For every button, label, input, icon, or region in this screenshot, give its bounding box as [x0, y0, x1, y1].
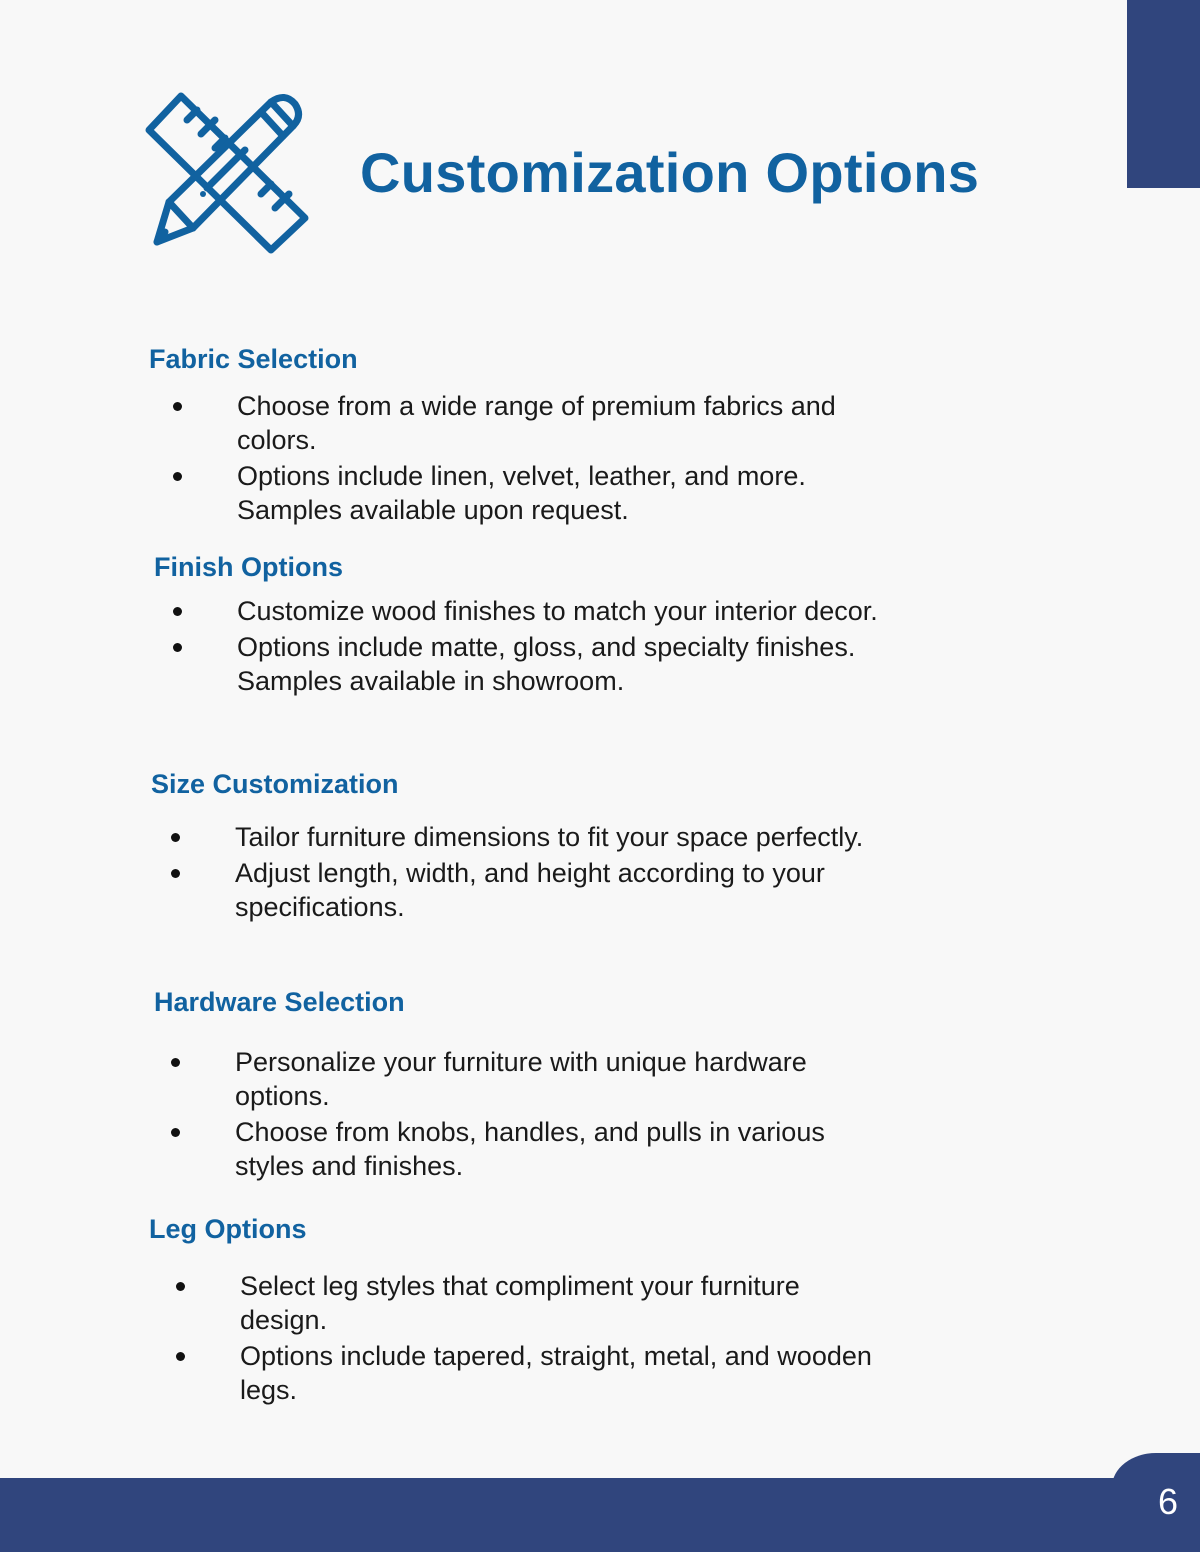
bullet-icon — [173, 607, 182, 616]
list-item: Options include tapered, straight, metal, and wooden legs. — [0, 1339, 1200, 1407]
footer-bar — [0, 1478, 1200, 1552]
bullet-icon — [171, 869, 180, 878]
list-item: Choose from knobs, handles, and pulls in various styles and finishes. — [0, 1115, 1200, 1183]
section-heading: Fabric Selection — [149, 344, 358, 374]
section-heading: Size Customization — [151, 769, 399, 799]
list-item: Customize wood finishes to match your interior decor. — [0, 594, 1200, 628]
list-item: Options include linen, velvet, leather, and more. Samples available upon request. — [0, 459, 1200, 527]
bullet-icon — [171, 1058, 180, 1067]
section-heading: Hardware Selection — [154, 987, 405, 1017]
bullet-icon — [173, 472, 182, 481]
list-item: Adjust length, width, and height according to your specifications. — [0, 856, 1200, 924]
bullet-icon — [173, 643, 182, 652]
list-item: Choose from a wide range of premium fabrics and colors. — [0, 389, 1200, 457]
bullet-icon — [176, 1352, 185, 1361]
bullet-icon — [173, 402, 182, 411]
list-item: Tailor furniture dimensions to fit your space perfectly. — [0, 820, 1200, 854]
bullet-icon — [176, 1282, 185, 1291]
page-number: 6 — [1157, 1481, 1179, 1522]
ruler-pencil-icon — [143, 90, 311, 255]
corner-accent-bar — [1127, 0, 1200, 188]
list-item: Options include matte, gloss, and specialty finishes. Samples available in showroom. — [0, 630, 1200, 698]
bullet-icon — [171, 1128, 180, 1137]
bullet-icon — [171, 833, 180, 842]
list-item: Select leg styles that compliment your furniture design. — [0, 1269, 1200, 1337]
page-title: Customization Options — [360, 140, 980, 204]
section-heading: Finish Options — [154, 552, 343, 582]
list-item: Personalize your furniture with unique hardware options. — [0, 1045, 1200, 1113]
section-heading: Leg Options — [149, 1214, 307, 1244]
